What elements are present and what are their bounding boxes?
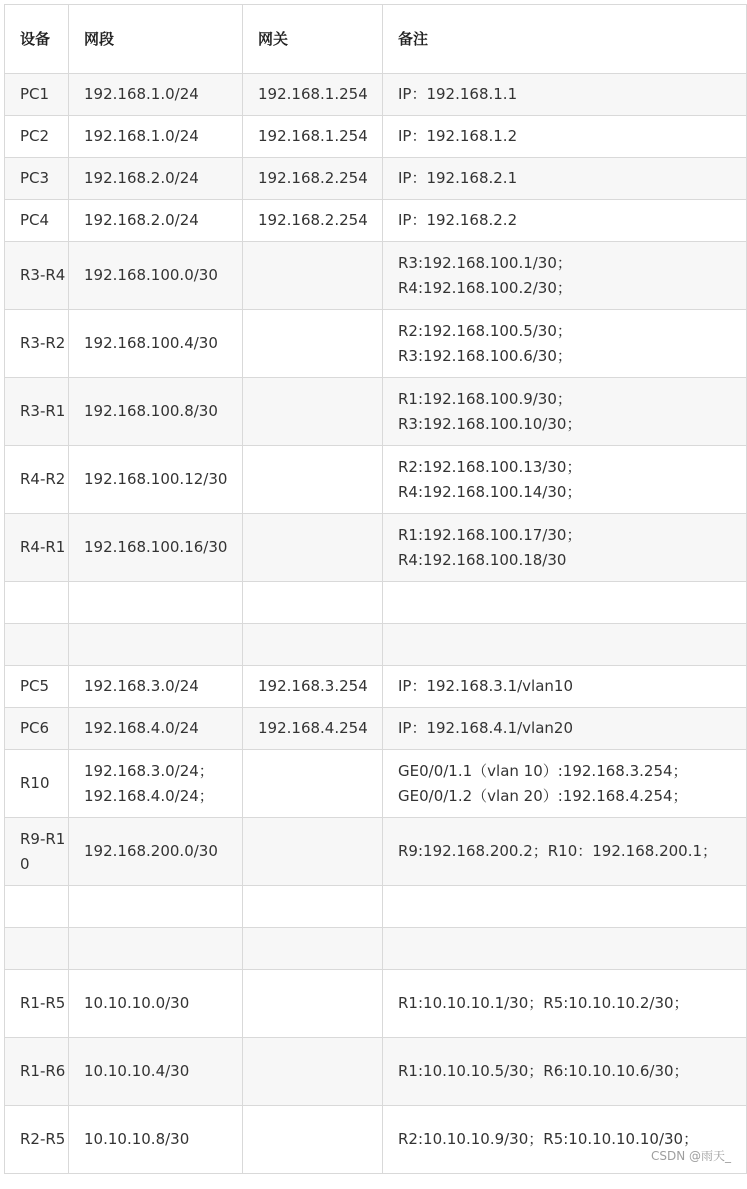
cell-note	[383, 886, 747, 928]
cell-segment: 10.10.10.0/30	[69, 970, 243, 1038]
cell-device: PC1	[5, 74, 69, 116]
cell-device	[5, 928, 69, 970]
cell-segment	[69, 624, 243, 666]
cell-device: PC4	[5, 200, 69, 242]
cell-device: PC5	[5, 666, 69, 708]
table-row	[5, 624, 747, 666]
table-row	[5, 378, 747, 446]
cell-gateway	[243, 750, 383, 818]
cell-note: R2:10.10.10.9/30；R5:10.10.10.10/30；	[383, 1106, 747, 1174]
cell-gateway	[243, 242, 383, 310]
document-body	[4, 4, 747, 1174]
cell-segment: 192.168.2.0/24	[69, 158, 243, 200]
cell-gateway	[243, 446, 383, 514]
cell-gateway	[243, 886, 383, 928]
cell-device: R2-R5	[5, 1106, 69, 1174]
cell-note: IP：192.168.1.2	[383, 116, 747, 158]
table-row	[5, 708, 747, 750]
cell-segment: 192.168.2.0/24	[69, 200, 243, 242]
cell-note: R1:192.168.100.17/30； R4:192.168.100.18/30	[383, 514, 747, 582]
cell-gateway	[243, 928, 383, 970]
cell-note: R2:192.168.100.13/30； R4:192.168.100.14/30；	[383, 446, 747, 514]
cell-note	[383, 624, 747, 666]
cell-device	[5, 582, 69, 624]
cell-segment: 192.168.100.12/30	[69, 446, 243, 514]
table-row	[5, 582, 747, 624]
cell-segment: 192.168.100.0/30	[69, 242, 243, 310]
cell-gateway: 192.168.3.254	[243, 666, 383, 708]
cell-note: IP：192.168.1.1	[383, 74, 747, 116]
cell-gateway: 192.168.1.254	[243, 74, 383, 116]
table-row	[5, 74, 747, 116]
cell-gateway	[243, 514, 383, 582]
cell-gateway	[243, 1038, 383, 1106]
cell-segment: 192.168.3.0/24； 192.168.4.0/24；	[69, 750, 243, 818]
cell-segment: 192.168.3.0/24	[69, 666, 243, 708]
table-header-row	[5, 5, 747, 74]
cell-segment: 192.168.1.0/24	[69, 116, 243, 158]
cell-gateway	[243, 624, 383, 666]
cell-note: R1:10.10.10.5/30；R6:10.10.10.6/30；	[383, 1038, 747, 1106]
cell-device: R1-R5	[5, 970, 69, 1038]
table-row	[5, 200, 747, 242]
cell-device: R3-R2	[5, 310, 69, 378]
table-body	[5, 74, 747, 1174]
cell-device	[5, 624, 69, 666]
cell-device	[5, 886, 69, 928]
table-row	[5, 446, 747, 514]
watermark: CSDN @雨天_	[650, 1149, 731, 1163]
cell-gateway: 192.168.2.254	[243, 200, 383, 242]
cell-gateway	[243, 310, 383, 378]
table-row	[5, 158, 747, 200]
cell-note: R1:10.10.10.1/30；R5:10.10.10.2/30；	[383, 970, 747, 1038]
cell-segment: 192.168.1.0/24	[69, 74, 243, 116]
cell-segment: 192.168.4.0/24	[69, 708, 243, 750]
cell-device: PC3	[5, 158, 69, 200]
table-row	[5, 1038, 747, 1106]
header-segment: 网段	[69, 5, 243, 74]
table-row	[5, 666, 747, 708]
table-row	[5, 242, 747, 310]
cell-segment: 10.10.10.4/30	[69, 1038, 243, 1106]
table-row	[5, 310, 747, 378]
cell-note: GE0/0/1.1（vlan 10）:192.168.3.254； GE0/0/1.2（vlan 20）:192.168.4.254；	[383, 750, 747, 818]
cell-device: PC2	[5, 116, 69, 158]
cell-note: R9:192.168.200.2；R10：192.168.200.1；	[383, 818, 747, 886]
table-row	[5, 970, 747, 1038]
cell-gateway: 192.168.2.254	[243, 158, 383, 200]
cell-device: R4-R2	[5, 446, 69, 514]
cell-note: R1:192.168.100.9/30； R3:192.168.100.10/30；	[383, 378, 747, 446]
cell-segment: 192.168.100.8/30	[69, 378, 243, 446]
cell-segment	[69, 582, 243, 624]
table-row	[5, 750, 747, 818]
cell-note: IP：192.168.2.1	[383, 158, 747, 200]
cell-device: PC6	[5, 708, 69, 750]
cell-segment: 192.168.100.4/30	[69, 310, 243, 378]
cell-gateway	[243, 1106, 383, 1174]
cell-segment: 192.168.200.0/30	[69, 818, 243, 886]
cell-gateway	[243, 818, 383, 886]
cell-note: R3:192.168.100.1/30； R4:192.168.100.2/30；	[383, 242, 747, 310]
cell-segment: 192.168.100.16/30	[69, 514, 243, 582]
network-plan-table	[4, 4, 747, 1174]
cell-device: R10	[5, 750, 69, 818]
header-device: 设备	[5, 5, 69, 74]
cell-note: IP：192.168.3.1/vlan10	[383, 666, 747, 708]
cell-segment	[69, 928, 243, 970]
cell-gateway	[243, 582, 383, 624]
cell-gateway: 192.168.1.254	[243, 116, 383, 158]
cell-device: R3-R1	[5, 378, 69, 446]
cell-segment: 10.10.10.8/30	[69, 1106, 243, 1174]
cell-note: IP：192.168.2.2	[383, 200, 747, 242]
cell-gateway	[243, 970, 383, 1038]
cell-note: IP：192.168.4.1/vlan20	[383, 708, 747, 750]
cell-note	[383, 582, 747, 624]
table-row	[5, 1106, 747, 1174]
table-row	[5, 928, 747, 970]
header-note: 备注	[383, 5, 747, 74]
cell-gateway: 192.168.4.254	[243, 708, 383, 750]
cell-device: R3-R4	[5, 242, 69, 310]
cell-note	[383, 928, 747, 970]
cell-segment	[69, 886, 243, 928]
cell-gateway	[243, 378, 383, 446]
table-row	[5, 514, 747, 582]
table-row	[5, 116, 747, 158]
header-gateway: 网关	[243, 5, 383, 74]
cell-device: R1-R6	[5, 1038, 69, 1106]
cell-device: R9-R10	[5, 818, 69, 886]
cell-device: R4-R1	[5, 514, 69, 582]
cell-note: R2:192.168.100.5/30； R3:192.168.100.6/30；	[383, 310, 747, 378]
table-row	[5, 818, 747, 886]
table-row	[5, 886, 747, 928]
